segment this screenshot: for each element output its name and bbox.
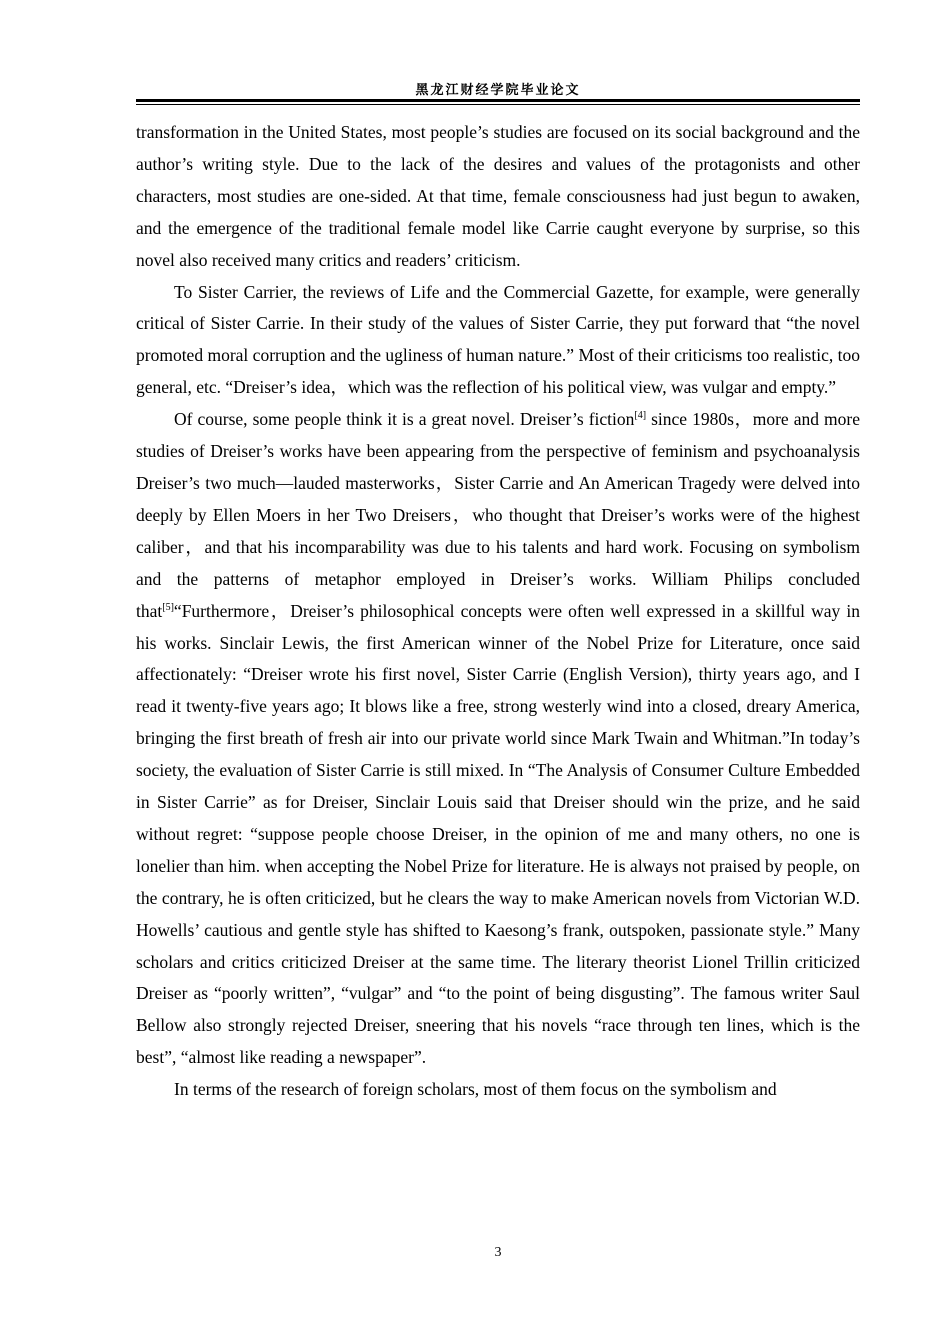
page-number: 3 (494, 1245, 502, 1260)
paragraph-3-part-3: “Furthermore，Dreiser’s philosophical concepts were often well expressed in a skillful way in his works. Sinclair Lewis, the first American winner of the Nobel Prize for Literature, once said affectionately: “Dreiser wrote his first novel, Sister Carrie (English Version), thirty years ago, and I read it twenty-five years ago; It blows like a free, strong westerly wind into a closed, dreary America, bringing the first breath of fresh air into our private world since Mark Twain and Whitman.”In today’s society, the evaluation of Sister Carrie is still mixed. In “The Analysis of Consumer Culture Embedded in Sister Carrie” as for Dreiser, Sinclair Louis said that Dreiser should win the prize, and he said without regret: “suppose people choose Dreiser, in the opinion of me and many others, no one is lonelier than him. when accepting the Nobel Prize for literature. He is always not praised by people, on the contrary, he is often criticized, but he clears the way to make American novels from Victorian W.D. Howells’ cautious and gentle style has shifted to Kaesong’s frank, outspoken, passionate style.” Many scholars and critics criticized Dreiser at the same time. The literary theorist Lionel Trillin criticized Dreiser as “poorly written”, “vulgar” and “to the point of being disgusting”. The famous writer Saul Bellow also strongly rejected Dreiser, sneering that his novels “race through ten lines, which is the best”, “almost like reading a newspaper”. (136, 600, 860, 1068)
body-text (136, 117, 860, 1106)
citation-ref-4: [4] (634, 410, 647, 422)
running-header-title: 黑龙江财经学院毕业论文 (415, 83, 581, 98)
header-rule-thin (136, 104, 860, 105)
paragraph-3 (136, 404, 860, 1074)
paragraph-4: In terms of the research of foreign scholars, most of them focus on the symbolism and (174, 1079, 777, 1100)
paragraph-3-part-2: since 1980s，more and more studies of Dreiser’s works have been appearing from the perspective of feminism and psychoanalysis Dreiser’s two much—lauded masterworks，Sister Carrie and An American Tragedy were delved into deeply by Ellen Moers in her Two Dreisers，who thought that Dreiser’s works were of the highest caliber，and that his incomparability was due to his talents and hard work. Focusing on symbolism and the patterns of metaphor employed in Dreiser’s works. William Philips concluded that (136, 409, 860, 621)
paragraph-1: transformation in the United States, most people’s studies are focused on its social background and the author’s writing style. Due to the lack of the desires and values of the protagonists and other characters, most studies are one-sided. At that time, female consciousness had just begun to awaken, and the emergence of the traditional female model like Carrie caught everyone by surprise, so this novel also received many critics and readers’ criticism. (136, 122, 860, 270)
paragraph-3-part-1: Of course, some people think it is a great novel. Dreiser’s fiction (174, 409, 635, 430)
paragraph-2: To Sister Carrier, the reviews of Life and the Commercial Gazette, for example, were generally critical of Sister Carrie. In their study of the values of Sister Carrie, they put forward that “the novel promoted moral corruption and the ugliness of human nature.” Most of their criticisms too realistic, too general, etc. “Dreiser’s idea，which was the reflection of his political view, was vulgar and empty.” (136, 281, 860, 398)
citation-ref-5: [5] (162, 601, 174, 613)
header-rule-thick (136, 99, 860, 102)
